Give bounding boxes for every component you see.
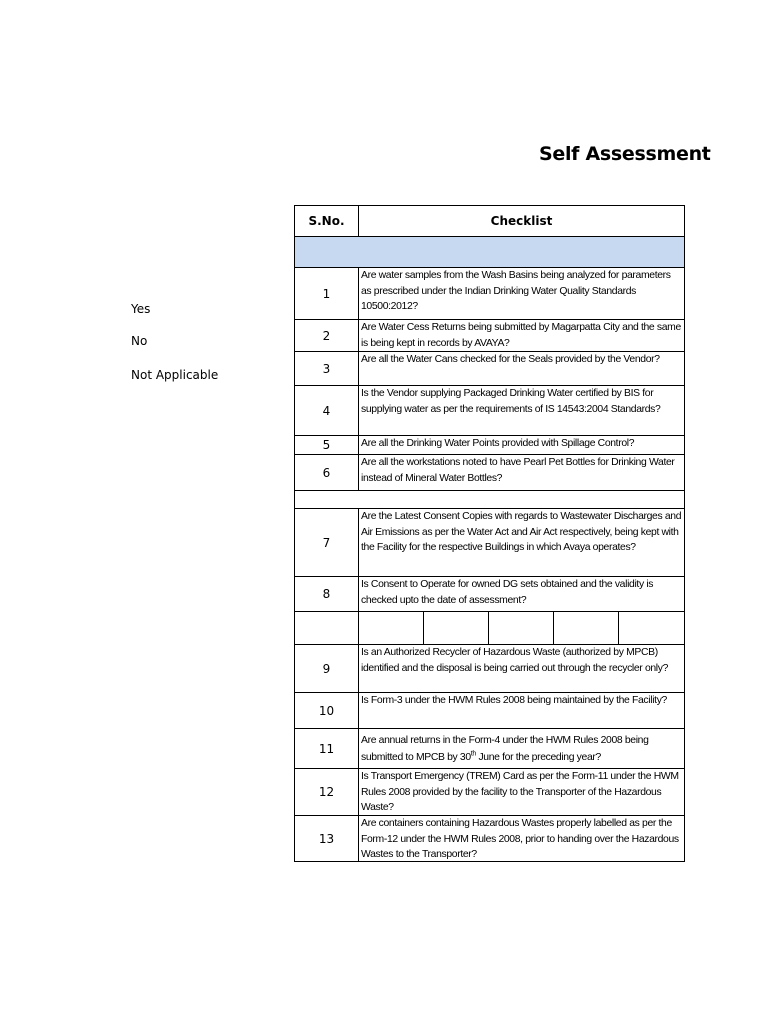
row-sno: 8 xyxy=(295,577,359,612)
row-sno: 13 xyxy=(295,816,359,862)
empty-subcells xyxy=(359,612,685,645)
row-sno: 3 xyxy=(295,352,359,386)
empty-subcell xyxy=(619,612,685,644)
row-question: Are water samples from the Wash Basins being analyzed for parameters as prescribed under the Indian Drinking Water Quality Standards 10500:2012? xyxy=(359,268,685,320)
row-sno: 11 xyxy=(295,729,359,769)
header-sno: S.No. xyxy=(295,206,359,237)
row-question-text: Are annual returns in the Form-4 under the HWM Rules 2008 being submitted to MPCB by 30 xyxy=(361,735,649,763)
row-question: Is Transport Emergency (TREM) Card as per the Form-11 under the HWM Rules 2008 provided by the facility to the Transporter of the Hazardous Waste? xyxy=(359,769,685,816)
section-band xyxy=(295,237,685,268)
row-sno: 9 xyxy=(295,645,359,693)
row-question: Are the Latest Consent Copies with regards to Wastewater Discharges and Air Emissions as per the Water Act and Air Act respectively, being kept with the Facility for the respective Buildings in which Avaya operates? xyxy=(359,509,685,577)
row-sno: 7 xyxy=(295,509,359,577)
legend-not-applicable: Not Applicable xyxy=(131,368,219,382)
row-question: Is Form-3 under the HWM Rules 2008 being maintained by the Facility? xyxy=(359,693,685,729)
row-question: Are all the Drinking Water Points provided with Spillage Control? xyxy=(359,436,685,455)
header-checklist: Checklist xyxy=(359,206,685,237)
row-question: Are all the Water Cans checked for the Seals provided by the Vendor? xyxy=(359,352,685,386)
row-question-text: June for the preceding year? xyxy=(475,752,601,763)
legend-no: No xyxy=(131,334,148,348)
row-question-superscript: th xyxy=(470,750,476,758)
page-title: Self Assessment xyxy=(539,143,711,165)
row-question: Is the Vendor supplying Packaged Drinking Water certified by BIS for supplying water as per the requirements of IS 14543:2004 Standards? xyxy=(359,386,685,436)
row-question: Is an Authorized Recycler of Hazardous Waste (authorized by MPCB) identified and the disposal is being carried out through the recycler only? xyxy=(359,645,685,693)
row-question: Are Water Cess Returns being submitted by Magarpatta City and the same is being kept in records by AVAYA? xyxy=(359,320,685,352)
legend-yes: Yes xyxy=(131,302,151,316)
section-separator xyxy=(295,491,685,509)
row-sno: 4 xyxy=(295,386,359,436)
empty-subcell xyxy=(359,612,424,644)
row-question: Are all the workstations noted to have Pearl Pet Bottles for Drinking Water instead of Mineral Water Bottles? xyxy=(359,455,685,491)
empty-subcell xyxy=(489,612,554,644)
row-sno: 2 xyxy=(295,320,359,352)
row-sno: 1 xyxy=(295,268,359,320)
row-question: Are containers containing Hazardous Wastes properly labelled as per the Form-12 under the HWM Rules 2008, prior to handing over the Hazardous Wastes to the Transporter? xyxy=(359,816,685,862)
row-question xyxy=(359,729,685,769)
checklist-table xyxy=(294,205,685,862)
empty-subcell xyxy=(554,612,619,644)
row-question: Is Consent to Operate for owned DG sets obtained and the validity is checked upto the date of assessment? xyxy=(359,577,685,612)
row-sno: 6 xyxy=(295,455,359,491)
row-sno: 12 xyxy=(295,769,359,816)
empty-subcell xyxy=(424,612,489,644)
row-sno: 10 xyxy=(295,693,359,729)
empty-cell xyxy=(295,612,359,645)
row-sno: 5 xyxy=(295,436,359,455)
